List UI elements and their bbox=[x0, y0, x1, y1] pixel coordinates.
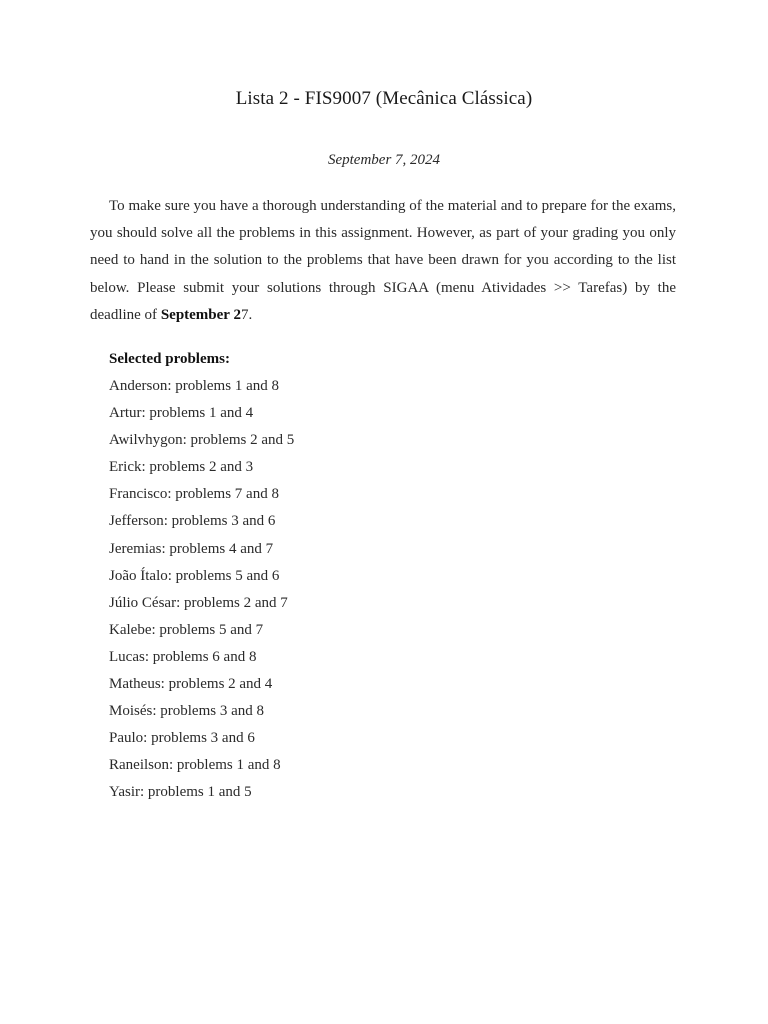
list-item: Moisés: problems 3 and 8 bbox=[109, 703, 264, 720]
deadline-rest: 7 bbox=[240, 306, 249, 323]
list-item: Awilvhygon: problems 2 and 5 bbox=[109, 432, 295, 449]
list-item: Lucas: problems 6 and 8 bbox=[109, 648, 257, 665]
list-item: Raneilson: problems 1 and 8 bbox=[109, 757, 281, 774]
list-item: Anderson: problems 1 and 8 bbox=[109, 378, 279, 394]
document-date: September 7, 2024 bbox=[327, 152, 441, 168]
selected-problems-section bbox=[109, 346, 609, 807]
list-item: Jefferson: problems 3 and 6 bbox=[109, 513, 276, 530]
list-item: Paulo: problems 3 and 6 bbox=[109, 730, 255, 747]
list-item: Júlio César: problems 2 and 7 bbox=[109, 594, 288, 611]
deadline-bold: September 2 bbox=[160, 306, 241, 323]
list-item: Erick: problems 2 and 3 bbox=[109, 459, 254, 476]
intro-text: To make sure you have a thorough understanding of the material and to prepare for the exams, you should solve all the problems in this assignment. However, as part of your grading you only need to hand in the solution to the problems that have been drawn for you according to the list below. Please submit your solutions through SIGAA (menu Atividades >> Tarefas) by the deadline of bbox=[90, 198, 676, 323]
list-item: Yasir: problems 1 and 5 bbox=[109, 784, 252, 801]
list-item: Kalebe: problems 5 and 7 bbox=[109, 621, 264, 638]
list-item: Artur: problems 1 and 4 bbox=[109, 405, 254, 422]
document-title: Lista 2 - FIS9007 (Mecânica Clássica) bbox=[235, 88, 533, 109]
list-item: Francisco: problems 7 and 8 bbox=[109, 486, 279, 503]
list-item: Jeremias: problems 4 and 7 bbox=[109, 540, 274, 557]
list-item: João Ítalo: problems 5 and 6 bbox=[109, 567, 280, 584]
assignment-list bbox=[109, 373, 609, 807]
intro-end: . bbox=[248, 306, 253, 323]
selected-problems-heading: Selected problems: bbox=[109, 351, 230, 367]
intro-paragraph bbox=[90, 193, 676, 329]
list-item: Matheus: problems 2 and 4 bbox=[109, 676, 273, 693]
